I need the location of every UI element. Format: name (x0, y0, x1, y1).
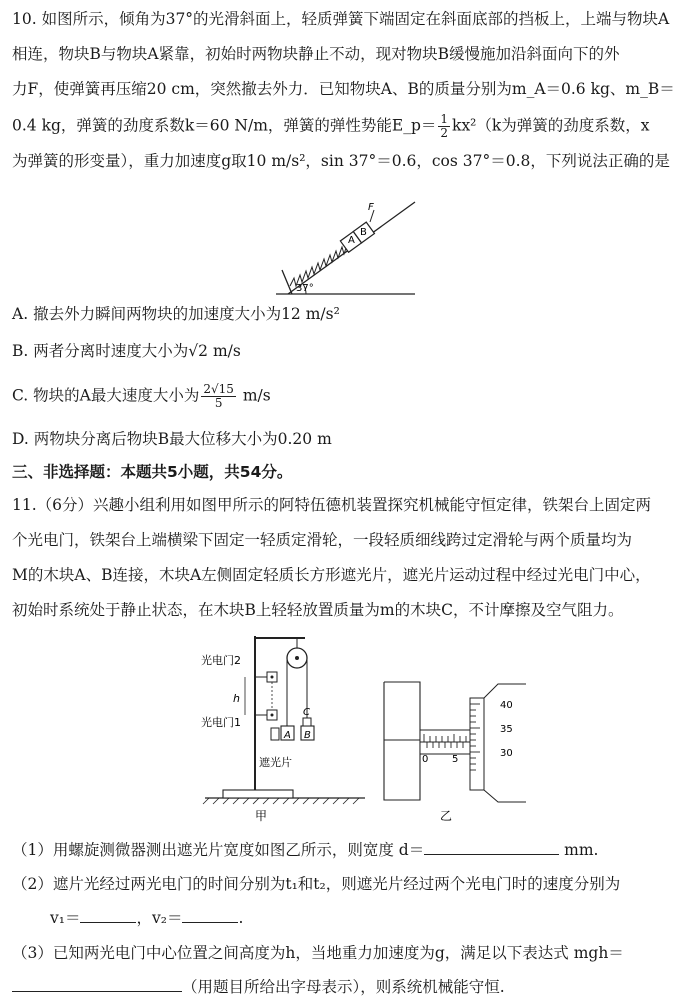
q10-line-4-b: kx²（k为弹簧的劲度系数，x (452, 116, 650, 135)
gate-2-label: 光电门2 (201, 654, 241, 667)
block-a-jia: A (284, 730, 291, 741)
incline-figure (270, 196, 430, 300)
scale-0: 0 (422, 754, 429, 765)
answer-blank-d[interactable] (424, 838, 559, 855)
gate-1-label: 光电门1 (201, 716, 241, 729)
atwood-figure (195, 630, 375, 825)
micrometer-figure (380, 680, 530, 825)
scale-5: 5 (452, 754, 459, 765)
q10-line-3: 力F，使弹簧再压缩20 cm，突然撤去外力．已知物块A、B的质量分别为m_A＝0.6 kg、m_B＝ (12, 80, 675, 98)
answer-blank-expression[interactable] (12, 975, 182, 992)
force-label: F (368, 202, 374, 213)
q11-sub-1: （1）用螺旋测微器测出遮光片宽度如图乙所示，则宽度 d＝ mm. (12, 838, 682, 861)
q10-line-4-a: 0.4 kg，弹簧的劲度系数k＝60 N/m，弹簧的弹性势能E_p＝ (12, 116, 437, 135)
q11-line-2: 个光电门，铁架台上端横梁下固定一轻质定滑轮，一段轻质细线跨过定滑轮与两个质量均为 (12, 531, 633, 549)
q11-sub-2-answers: v₁＝ ，v₂＝ . (50, 906, 682, 929)
caption-jia: 甲 (255, 809, 268, 823)
half-fraction: $\frac{1}{2}$ (440, 112, 449, 140)
caption-yi: 乙 (440, 809, 453, 823)
h-label: h (233, 692, 240, 705)
q11-sub-3-line-2: （用题目所给出字母表示），则系统机械能守恒. (12, 975, 682, 998)
q11-line-1: 11.（6分）兴趣小组利用如图甲所示的阿特伍德机装置探究机械能守恒定律，铁架台上固定两 (12, 496, 652, 514)
q11-line-3: M的木块A、B连接，木块A左侧固定轻质长方形遮光片，遮光片运动过程中经过光电门中心， (12, 566, 651, 584)
block-b-jia: B (304, 730, 311, 741)
q11-line-4: 初始时系统处于静止状态，在木块B上轻轻放置质量为m的木块C，不计摩擦及空气阻力。 (12, 601, 624, 619)
q11-sub-3: （3）已知两光电门中心位置之间高度为h，当地重力加速度为g，满足以下表达式 mgh＝ (12, 944, 624, 962)
shade-label: 遮光片 (259, 756, 292, 769)
c-fraction: $\frac{2√15}{5}$ (203, 382, 234, 410)
block-b-label: B (360, 227, 367, 238)
q10-option-b: B. 两者分离时速度大小为√2 m/s (12, 342, 241, 360)
q10-line-2: 相连，物块B与物块A紧靠，初始时两物块静止不动，现对物块B缓慢施加沿斜面向下的外 (12, 45, 620, 63)
tick-35: 35 (500, 724, 513, 735)
block-a-label: A (348, 235, 355, 246)
q11-sub-2: （2）遮片光经过两光电门的时间分别为t₁和t₂，则遮光片经过两个光电门时的速度分别为 (12, 875, 621, 893)
q10-option-c: C. 物块的A最大速度大小为 $\frac{2√15}{5}$ m/s (12, 382, 271, 410)
answer-blank-v2[interactable] (182, 906, 238, 923)
tick-40: 40 (500, 700, 513, 711)
q10-option-d: D. 两物块分离后物块B最大位移大小为0.20 m (12, 430, 332, 448)
angle-label: 37° (296, 283, 314, 294)
section-3-title: 三、非选择题：本题共5小题，共54分。 (12, 463, 293, 481)
tick-30: 30 (500, 748, 513, 759)
q10-line-5: 为弹簧的形变量），重力加速度g取10 m/s²，sin 37°＝0.6，cos 37°＝0.8，下列说法正确的是 (12, 152, 670, 170)
q10-line-1: 10. 如图所示，倾角为37°的光滑斜面上，轻质弹簧下端固定在斜面底部的挡板上，上端与物块A (12, 10, 670, 28)
answer-blank-v1[interactable] (80, 906, 136, 923)
block-c-jia: C (303, 707, 310, 718)
q10-option-a: A. 撤去外力瞬间两物块的加速度大小为12 m/s² (12, 305, 340, 323)
spring (290, 245, 347, 286)
q10-line-4 (12, 113, 682, 140)
